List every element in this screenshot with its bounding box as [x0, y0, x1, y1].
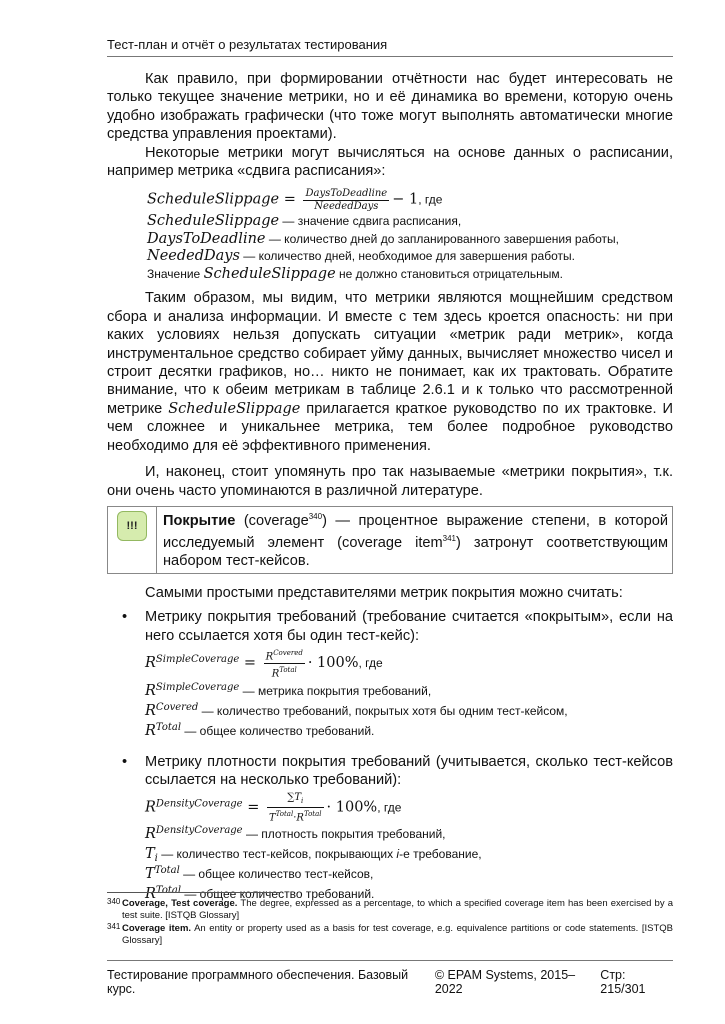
formula-definition: DaysToDeadline — количество дней до запланированного завершения работы,: [147, 230, 620, 247]
list-item: • Метрику покрытия требований (требование считается «покрытым», если на него ссылается хотя бы один тест-кейс): $R^{SimpleCoverage}$ = $\frac{R^{Covered}}{R^{Total}}$ · 100%, где $R^{SimpleCoverage}$ — метрика покрытия требований, $R^{Covered}$ — количество требований, покрытых хотя бы одним тест-кейсом, $R^{Total}$ — общее количество требований.: [122, 609, 673, 739]
paragraph-1: Как правило, при формировании отчётности нас будет интересовать не только текущее значение метрики, но и её динамика во времени, которую очень удобно изображать графически (что тоже могут выполнять автоматически многие средства управления проектами).: [107, 71, 673, 143]
footer-copyright: © EPAM Systems, 2015–2022: [434, 968, 576, 996]
formula-definition: $R^{Total}$ — общее количество требований.: [145, 721, 375, 739]
paragraph-5: Самыми простыми представителями метрик покрытия можно считать:: [145, 584, 623, 601]
formula-definition: $R^{Total}$ — общее количество требований.: [145, 884, 375, 902]
attention-icon: !!!: [117, 511, 147, 541]
formula-definition: $T^{Total}$ — общее количество тест-кейсов,: [145, 864, 374, 882]
definition-text: Покрытие (coverage$^{340}$) — процентное выражение степени, в которой исследуемый элемент (coverage item$^{341}$) затронут соответствующим набором тест-кейсов.: [163, 511, 668, 570]
paragraph-3: Таким образом, мы видим, что метрики являются мощнейшим средством сбора и анализа информации. И вместе с тем здесь кроется опасность: ни при каких условиях нельзя допускать ситуации «метрик ради метрик», когда инструментальное средство собирает уйму данных, вычисляет множество чисел и строит десятки графиков, но… никто не понимает, как их трактовать. Обратите внимание, что к обеим метрикам в таблице 2.6.1 и к только что рассмотренной метрике ScheduleSlippage прилагается краткое руководство по их трактовке. И чем сложнее и уникальнее метрика, тем более подробное руководство необходимо для её эффективного применения.: [107, 290, 673, 454]
footnote-separator: [107, 892, 281, 893]
density-coverage-formula: $R^{DensityCoverage}$ = $\frac{\sum T_i}{T^{Total}\cdot R^{Total}}$ · 100%, где $R^{DensityCoverage}$ — плотность покрытия требований, $T_i$ — количество тест-кейсов, покрывающих i-е требование, $T^{Total}$ — общее количество тест-кейсов, $R^{Total}$ — общее количество требований.: [145, 792, 673, 904]
fraction: $\frac{\text{DaysToDeadline}}{\text{NeededDays}}$: [305, 188, 388, 213]
formula-note: Значение ScheduleSlippage не должно становиться отрицательным.: [147, 265, 563, 282]
list-item: • Метрику плотности покрытия требований (учитывается, сколько тест-кейсов ссылается на несколько требований): $R^{DensityCoverage}$ = $\frac{\sum T_i}{T^{Total}\cdot R^{Total}}$ · 100%, где $R^{DensityCoverage}$ — плотность покрытия требований, $T_i$ — количество тест-кейсов, покрывающих i-е требование, $T^{Total}$ — общее количество тест-кейсов, $R^{Total}$ — общее количество требований.: [122, 753, 673, 902]
formula-definition: $R^{SimpleCoverage}$ — метрика покрытия требований,: [145, 681, 432, 699]
footnotes: [107, 898, 673, 948]
running-header: Тест-план и отчёт о результатах тестирования: [107, 37, 388, 52]
footnote-ref: 340: [308, 511, 323, 521]
page-footer: [107, 968, 673, 996]
bullet-icon: •: [122, 609, 128, 626]
paragraph-4: И, наконец, стоит упомянуть про так называемые «метрики покрытия», т.к. они очень часто упоминаются в различной литературе.: [107, 464, 673, 499]
formula-definition: $R^{Covered}$ — количество требований, покрытых хотя бы одним тест-кейсом,: [145, 701, 568, 719]
header-rule: [107, 56, 673, 57]
paragraph-2: Некоторые метрики могут вычисляться на основе данных о расписании, например метрика «сдвига расписания»:: [107, 144, 673, 180]
page-body: [107, 70, 673, 916]
formula-definition: NeededDays — количество дней, необходимое для завершения работы.: [147, 248, 575, 265]
simple-coverage-formula: $R^{SimpleCoverage}$ = $\frac{R^{Covered}}{R^{Total}}$ · 100%, где $R^{SimpleCoverage}$ — метрика покрытия требований, $R^{Covered}$ — количество требований, покрытых хотя бы одним тест-кейсом, $R^{Total}$ — общее количество требований.: [145, 647, 673, 741]
formula-definition: $R^{DensityCoverage}$ — плотность покрытия требований,: [145, 824, 446, 842]
schedule-slippage-formula: [147, 188, 673, 283]
formula-line: ScheduleSlippage = $\frac{\text{DaysToDeadline}}{\text{NeededDays}}$ − 1, где: [147, 188, 443, 213]
formula-definition: $T_i$ — количество тест-кейсов, покрывающих i-е требование,: [145, 845, 482, 864]
definition-callout: [107, 506, 673, 574]
fraction: $\frac{R^{Covered}}{R^{Total}}$: [265, 649, 303, 680]
footnote: 341 Coverage item. An entity or property used as a basis for test coverage, e.g. equivalence partitions or code statements. [ISTQB Glossary]: [107, 922, 673, 946]
footer-rule: [107, 960, 673, 961]
footnote-ref: 341: [442, 534, 457, 544]
footnote: 340 Coverage, Test coverage. The degree, expressed as a percentage, to which a specified coverage item has been exercised by a test suite. [ISTQB Glossary]: [107, 897, 674, 921]
footer-course-title: Тестирование программного обеспечения. Базовый курс.: [107, 968, 409, 996]
bullet-icon: •: [122, 753, 128, 770]
fraction: $\frac{\sum T_i}{T^{Total}\cdot R^{Total}}$: [268, 791, 322, 823]
formula-definition: ScheduleSlippage — значение сдвига расписания,: [147, 213, 462, 230]
page-number: Стр: 215/301: [600, 968, 646, 996]
